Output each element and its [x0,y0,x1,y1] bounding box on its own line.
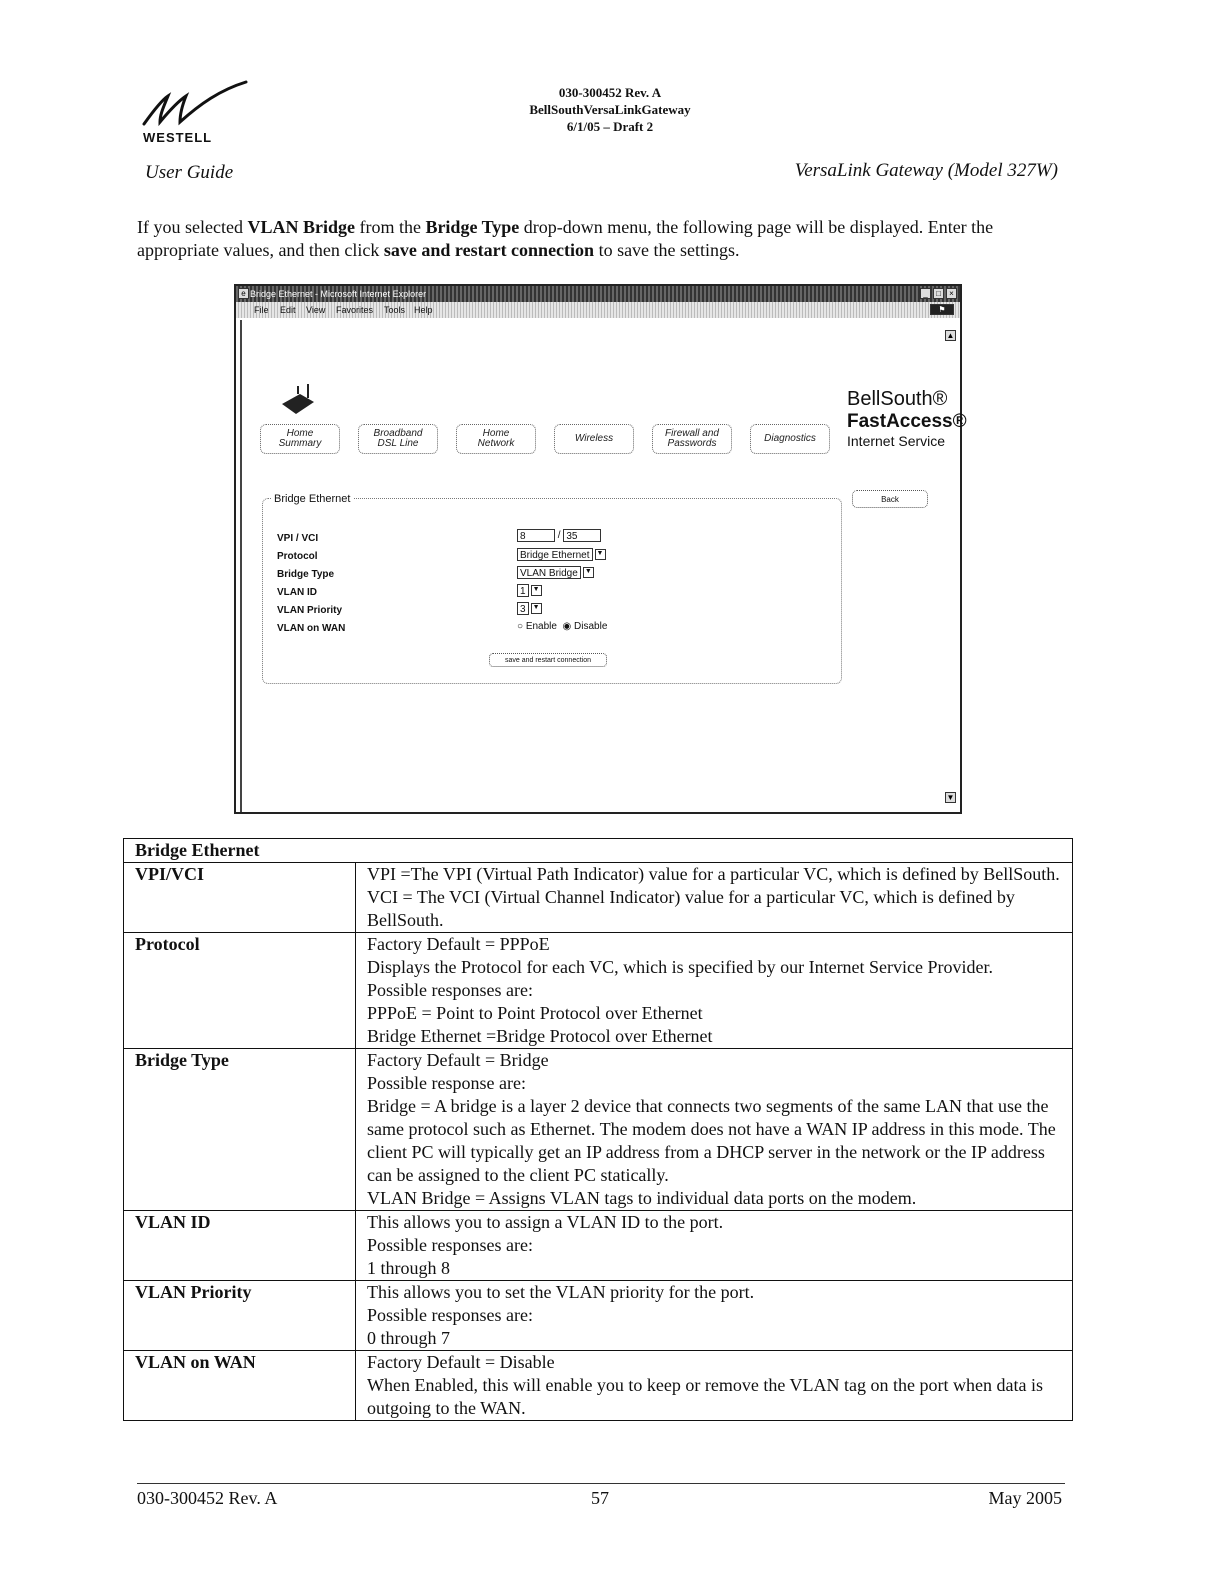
vlan-on-wan-label: VLAN on WAN [277,623,346,634]
protocol-value: Bridge Ethernet [517,548,593,561]
vlan-on-wan-radios [517,621,607,632]
table-header-row [124,839,1073,863]
chevron-down-icon[interactable]: ▼ [583,567,594,578]
description-line: Factory Default = Bridge [367,1050,549,1070]
table-row [124,1281,1073,1351]
close-icon[interactable]: × [946,288,957,299]
protocol-label: Protocol [277,551,318,562]
description-line: Bridge = A bridge is a layer 2 device that connects two segments of the same LAN that use the same protocol such as Ethernet. The modem does not have a WAN IP address in this mode. The client PC will typically get an IP address from a DHCP server in the network or the IP address can be assigned to the client PC statically. [367,1096,1056,1185]
row-key: Bridge Type [124,1049,356,1211]
minimize-icon[interactable]: _ [920,288,931,299]
bridge-ethernet-panel [262,493,842,684]
windows-flag-icon: ⚑ [930,304,954,315]
scroll-down-icon[interactable]: ▼ [946,793,955,802]
vlan-id-value: 1 [517,584,529,597]
vlan-id-label: VLAN ID [277,587,317,598]
bridge-type-select[interactable] [517,566,594,579]
embedded-screenshot [234,284,967,814]
doc-number: 030-300452 Rev. A [558,85,662,100]
description-line: VPI =The VPI (Virtual Path Indicator) value for a particular VC, which is defined by BellSouth. [367,864,1060,884]
description-line: Displays the Protocol for each VC, which is specified by our Internet Service Provider. [367,957,994,977]
menu-bar [236,302,960,318]
row-key: VLAN Priority [124,1281,356,1351]
nav-broadband-dsl-line[interactable] [358,424,438,454]
description-line: Bridge Ethernet =Bridge Protocol over Ethernet [367,1026,713,1046]
description-line: Possible response are: [367,1073,526,1093]
doc-draft: 6/1/05 – Draft 2 [566,119,654,134]
description-line: 0 through 7 [367,1328,450,1348]
footer-date: May 2005 [988,1488,1062,1508]
vlan-id-select[interactable] [517,584,542,597]
chevron-down-icon[interactable]: ▼ [531,603,542,614]
description-line: VLAN Bridge = Assigns VLAN tags to individual data ports on the modem. [367,1188,917,1208]
bridge-type-value: VLAN Bridge [517,566,581,579]
description-line: Factory Default = PPPoE [367,934,550,954]
vpi-vci-control [517,529,601,542]
intro-text: to save the settings. [594,240,740,260]
nav-label: Home [482,428,510,439]
description-line: This allows you to set the VLAN priority for the port. [367,1282,755,1302]
enable-label: Enable [525,621,557,632]
vlan-priority-select[interactable] [517,602,542,615]
vci-separator: / [557,530,561,542]
nav-label: Summary [278,438,322,449]
chevron-down-icon[interactable]: ▼ [595,549,606,560]
row-key: Protocol [124,933,356,1049]
brand-line3: Internet Service [847,433,946,449]
row-description [356,1351,1073,1421]
intro-text: from the [354,217,426,237]
menu-view[interactable]: View [306,305,326,315]
row-description [356,863,1073,933]
protocol-select[interactable] [517,548,606,561]
back-button[interactable]: Back [852,490,928,508]
menu-file[interactable]: File [254,305,269,315]
nav-label: Home [286,428,314,439]
nav-home-summary[interactable] [260,424,340,454]
menu-favorites[interactable]: Favorites [336,305,374,315]
table-row [124,1351,1073,1421]
row-key: VLAN on WAN [124,1351,356,1421]
panel-title: Bridge Ethernet [271,493,353,505]
description-line: Possible responses are: [367,980,533,1000]
menu-tools[interactable]: Tools [384,305,406,315]
description-line: When Enabled, this will enable you to keep or remove the VLAN tag on the port when data is outgoing to the WAN. [367,1375,1043,1418]
intro-bold: save and restart connection [383,240,595,260]
vci-input[interactable]: 35 [563,529,601,542]
field-description-table [123,838,1073,1421]
row-description [356,1049,1073,1211]
row-description [356,1211,1073,1281]
westell-logo-mark-icon [140,80,250,130]
row-key: VLAN ID [124,1211,356,1281]
table-row [124,1049,1073,1211]
description-line: This allows you to assign a VLAN ID to the port. [367,1212,724,1232]
description-line: VCI = The VCI (Virtual Channel Indicator) value for a particular VC, which is defined by BellSouth. [367,887,1015,930]
description-line: PPPoE = Point to Point Protocol over Ethernet [367,1003,703,1023]
footer-doc-number: 030-300452 Rev. A [137,1488,278,1508]
chevron-down-icon[interactable]: ▼ [531,585,542,596]
disable-radio[interactable]: ◉ [562,621,572,632]
table-row [124,933,1073,1049]
menu-edit[interactable]: Edit [280,305,296,315]
intro-paragraph [137,216,1072,262]
nav-label: DSL Line [377,438,419,449]
vlan-priority-value: 3 [517,602,529,615]
nav-label: Network [477,438,515,449]
intro-text: If you selected [137,217,248,237]
row-description [356,1281,1073,1351]
nav-label: Broadband [373,428,423,439]
description-line: Possible responses are: [367,1235,533,1255]
bellsouth-brand [847,388,967,449]
logo-text: WESTELL [143,130,213,145]
window-titlebar [236,286,960,302]
doc-product: BellSouthVersaLinkGateway [529,102,691,117]
intro-bold: VLAN Bridge [247,217,355,237]
ie-icon: e [238,288,249,299]
disable-label: Disable [574,621,608,632]
brand-line2: FastAccess® [847,411,967,432]
nav-diagnostics[interactable] [750,424,830,454]
gateway-device-icon [278,380,318,420]
intro-bold: Bridge Type [425,217,520,237]
footer-rule [137,1483,1065,1484]
page-number: 57 [591,1488,609,1508]
table-row [124,863,1073,933]
left-title: User Guide [145,162,234,183]
vpi-vci-label: VPI / VCI [277,533,319,544]
window-title: Bridge Ethernet - Microsoft Internet Explorer [250,289,427,299]
row-key: VPI/VCI [124,863,356,933]
nav-label: Passwords [667,438,717,449]
nav-label: Firewall and [665,428,719,439]
nav-wireless[interactable] [554,424,634,454]
save-restart-button[interactable]: save and restart connection [489,653,607,667]
menu-help[interactable]: Help [414,305,433,315]
table-title: Bridge Ethernet [124,839,1073,863]
table-row [124,1211,1073,1281]
intro-text: drop-down menu, the following page will be displayed. Enter the appropriate values, and then click [137,217,994,260]
maximize-icon[interactable]: □ [933,288,944,299]
bridge-type-label: Bridge Type [277,569,335,580]
nav-home-network[interactable] [456,424,536,454]
enable-radio[interactable]: ○ [517,621,524,632]
doc-header [440,84,780,135]
scroll-up-icon[interactable]: ▲ [946,331,955,340]
browser-content [240,320,967,812]
description-line: Possible responses are: [367,1305,533,1325]
right-title: VersaLink Gateway (Model 327W) [794,160,1058,181]
row-description [356,933,1073,1049]
description-line: 1 through 8 [367,1258,450,1278]
nav-label: Wireless [574,433,614,444]
description-line: Factory Default = Disable [367,1352,555,1372]
nav-label: Diagnostics [764,433,816,444]
vlan-priority-label: VLAN Priority [277,605,343,616]
nav-firewall-passwords[interactable] [652,424,732,454]
brand-line1: BellSouth® [847,388,948,410]
vpi-input[interactable]: 8 [517,529,555,542]
